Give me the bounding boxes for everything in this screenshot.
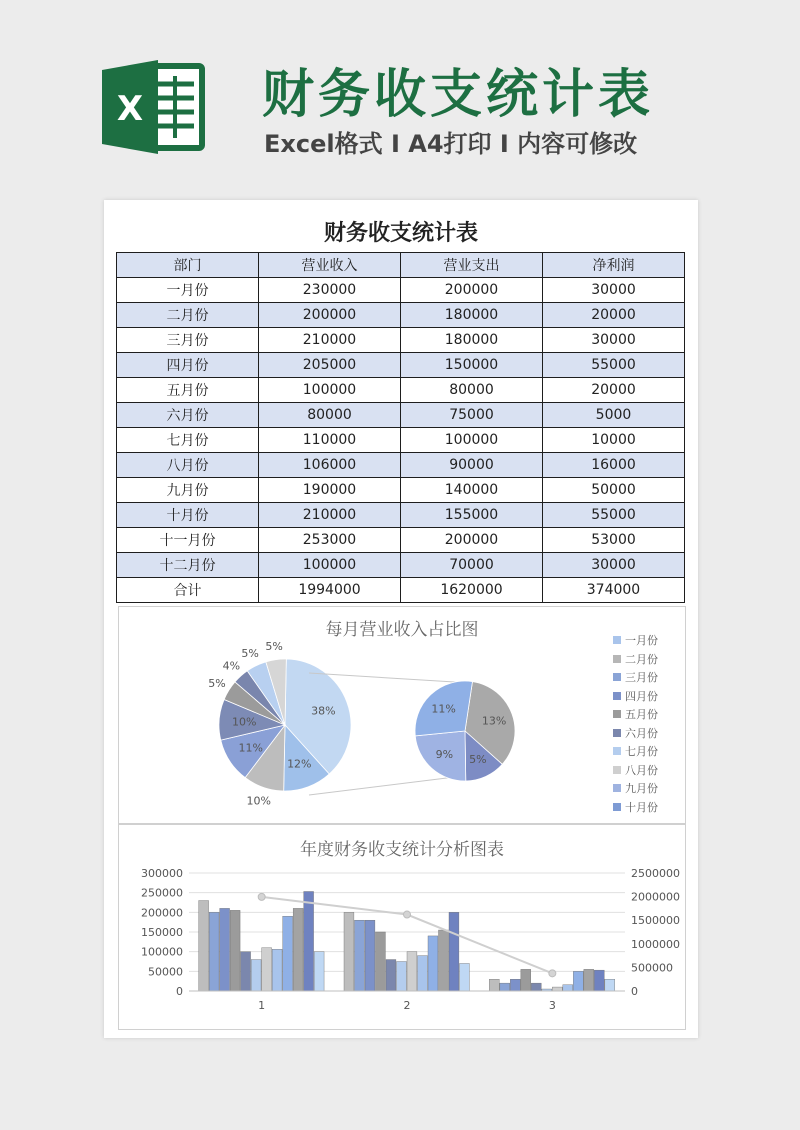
table-cell[interactable]: 一月份	[117, 278, 259, 303]
page-header	[0, 0, 800, 190]
table-cell[interactable]: 20000	[543, 303, 685, 328]
bar[interactable]	[531, 983, 541, 991]
table-cell[interactable]: 30000	[543, 278, 685, 303]
legend-item[interactable]	[613, 742, 658, 761]
legend-label: 六月份	[625, 726, 658, 740]
table-cell[interactable]: 150000	[401, 353, 543, 378]
table-row	[117, 578, 685, 603]
table-row	[117, 378, 685, 403]
table-cell[interactable]: 十月份	[117, 503, 259, 528]
spreadsheet-sheet	[104, 200, 698, 1038]
excel-icon	[100, 58, 210, 156]
legend-swatch	[613, 673, 621, 681]
legend-item[interactable]	[613, 705, 658, 724]
pie-slice-label: 11%	[238, 741, 263, 755]
table-cell[interactable]: 九月份	[117, 478, 259, 503]
secondary-pie-label: 5%	[469, 753, 487, 767]
pie-chart-canvas	[119, 607, 599, 821]
bar[interactable]	[573, 971, 583, 991]
table-row	[117, 453, 685, 478]
bar[interactable]	[220, 908, 230, 991]
table-cell[interactable]: 1994000	[259, 578, 401, 603]
x-tick-label: 2	[403, 999, 411, 1012]
bar[interactable]	[293, 908, 303, 991]
table-row	[117, 328, 685, 353]
bar[interactable]	[563, 985, 573, 991]
bar[interactable]	[521, 969, 531, 991]
table-cell[interactable]: 七月份	[117, 428, 259, 453]
y-tick-label: 300000	[141, 867, 183, 880]
legend-swatch	[613, 655, 621, 663]
x-tick-label: 3	[548, 999, 556, 1012]
bar[interactable]	[262, 948, 272, 991]
table-cell[interactable]: 110000	[259, 428, 401, 453]
pie-slice-label: 5%	[241, 647, 259, 661]
pie-slice-label: 12%	[287, 757, 312, 771]
y2-tick-label: 0	[631, 985, 638, 998]
legend-label: 一月份	[625, 634, 658, 648]
bar[interactable]	[365, 920, 375, 991]
table-cell[interactable]: 155000	[401, 503, 543, 528]
bar[interactable]	[489, 979, 499, 991]
table-row	[117, 503, 685, 528]
y-tick-label: 50000	[148, 965, 183, 979]
table-cell[interactable]: 二月份	[117, 303, 259, 328]
bar[interactable]	[355, 920, 365, 991]
pie-slice-label: 10%	[231, 715, 257, 729]
table-cell[interactable]: 190000	[259, 478, 401, 503]
table-cell[interactable]: 106000	[259, 453, 401, 478]
legend-item[interactable]	[613, 761, 658, 780]
revenue-pie-chart	[118, 606, 686, 824]
bar[interactable]	[272, 949, 282, 991]
bar[interactable]	[594, 970, 604, 991]
bar[interactable]	[418, 956, 428, 991]
finance-table	[116, 252, 685, 603]
table-cell[interactable]: 100000	[259, 553, 401, 578]
bar[interactable]	[386, 960, 396, 991]
table-cell[interactable]: 50000	[543, 478, 685, 503]
bar[interactable]	[510, 979, 520, 991]
table-cell[interactable]: 100000	[401, 428, 543, 453]
table-cell[interactable]: 90000	[401, 453, 543, 478]
legend-label: 八月份	[625, 763, 658, 777]
y-tick-label: 150000	[141, 926, 183, 939]
pie-slice-label: 4%	[222, 659, 241, 673]
secondary-pie-label: 11%	[431, 702, 456, 716]
legend-item[interactable]	[613, 779, 658, 798]
legend-label: 四月份	[625, 689, 658, 703]
bar[interactable]	[304, 891, 314, 991]
table-cell[interactable]: 5000	[543, 403, 685, 428]
y-tick-label: 200000	[141, 906, 183, 920]
table-cell[interactable]: 五月份	[117, 378, 259, 403]
logo-letter: X	[116, 89, 144, 129]
y2-tick-label: 1000000	[631, 937, 680, 951]
table-cell[interactable]: 十二月份	[117, 553, 259, 578]
legend-item[interactable]	[613, 650, 658, 669]
bar-chart-title: 年度财务收支统计分析图表	[300, 840, 504, 860]
legend-label: 十月份	[625, 800, 658, 814]
legend-item[interactable]	[613, 687, 658, 706]
table-cell[interactable]: 75000	[401, 403, 543, 428]
bar[interactable]	[344, 912, 354, 991]
bar[interactable]	[439, 930, 449, 991]
secondary-pie-label: 9%	[435, 748, 454, 762]
bar[interactable]	[407, 952, 417, 991]
table-row	[117, 278, 685, 303]
y-tick-label: 250000	[141, 886, 183, 900]
table-cell[interactable]: 180000	[401, 328, 543, 353]
column-header[interactable]: 营业收入	[259, 253, 401, 278]
legend-swatch	[613, 692, 621, 700]
table-cell[interactable]: 55000	[543, 503, 685, 528]
line-point[interactable]	[258, 893, 265, 900]
legend-label: 九月份	[625, 782, 658, 796]
table-row	[117, 528, 685, 553]
table-cell[interactable]: 六月份	[117, 403, 259, 428]
table-cell[interactable]: 80000	[259, 403, 401, 428]
table-cell[interactable]: 180000	[401, 303, 543, 328]
table-cell[interactable]: 八月份	[117, 453, 259, 478]
table-cell[interactable]: 四月份	[117, 353, 259, 378]
bar[interactable]	[584, 969, 594, 991]
legend-item[interactable]	[613, 668, 658, 687]
bar[interactable]	[428, 936, 438, 991]
table-cell[interactable]: 三月份	[117, 328, 259, 353]
table-header-row	[117, 253, 685, 278]
y2-tick-label: 1500000	[631, 914, 680, 928]
legend-label: 五月份	[625, 708, 658, 722]
bar[interactable]	[251, 960, 261, 991]
table-cell[interactable]: 100000	[259, 378, 401, 403]
legend-swatch	[613, 766, 621, 774]
table-cell[interactable]: 十一月份	[117, 528, 259, 553]
bar[interactable]	[209, 912, 219, 991]
legend-swatch	[613, 784, 621, 792]
table-cell[interactable]: 1620000	[401, 578, 543, 603]
table-cell[interactable]: 10000	[543, 428, 685, 453]
x-tick-label: 1	[258, 999, 266, 1012]
legend-swatch	[613, 747, 621, 755]
bar[interactable]	[314, 952, 324, 991]
legend-item[interactable]	[613, 798, 658, 817]
table-row	[117, 553, 685, 578]
y-tick-label: 100000	[141, 945, 183, 959]
table-cell[interactable]: 20000	[543, 378, 685, 403]
pie-slice-label: 5%	[208, 676, 226, 690]
legend-item[interactable]	[613, 631, 658, 650]
page-title: 财务收支统计表	[262, 65, 655, 125]
bar[interactable]	[376, 932, 386, 991]
pie-slice-label: 5%	[265, 639, 283, 653]
table-cell[interactable]: 53000	[543, 528, 685, 553]
y2-tick-label: 500000	[631, 961, 673, 975]
table-cell[interactable]: 200000	[401, 528, 543, 553]
table-cell[interactable]: 30000	[543, 553, 685, 578]
bar[interactable]	[460, 963, 470, 991]
page-subtitle: Excel格式 I A4打印 I 内容可修改	[264, 130, 638, 158]
bar[interactable]	[552, 987, 562, 991]
table-cell[interactable]: 70000	[401, 553, 543, 578]
bar[interactable]	[449, 912, 459, 991]
sheet-title: 财务收支统计表	[323, 221, 478, 246]
y-tick-label: 0	[176, 985, 183, 998]
table-cell[interactable]: 55000	[543, 353, 685, 378]
secondary-pie-label: 13%	[481, 714, 507, 728]
y2-tick-label: 2500000	[631, 867, 680, 880]
legend-swatch	[613, 636, 621, 644]
legend-label: 三月份	[625, 671, 658, 685]
bar[interactable]	[230, 910, 240, 991]
legend-swatch	[613, 729, 621, 737]
pie-chart-title: 每月营业收入占比图	[325, 620, 479, 640]
column-header[interactable]: 营业支出	[401, 253, 543, 278]
table-cell[interactable]: 374000	[543, 578, 685, 603]
table-cell[interactable]: 30000	[543, 328, 685, 353]
table-cell[interactable]: 210000	[259, 328, 401, 353]
bar[interactable]	[605, 979, 615, 991]
pie-slice-label: 10%	[246, 794, 271, 808]
table-cell[interactable]: 16000	[543, 453, 685, 478]
table-cell[interactable]: 210000	[259, 503, 401, 528]
table-row	[117, 353, 685, 378]
legend-swatch	[613, 803, 621, 811]
table-cell[interactable]: 合计	[117, 578, 259, 603]
line-point[interactable]	[404, 911, 411, 918]
bar-chart-canvas	[119, 825, 685, 1029]
legend-label: 二月份	[625, 652, 658, 666]
table-row	[117, 428, 685, 453]
table-cell[interactable]: 200000	[401, 278, 543, 303]
y2-tick-label: 2000000	[631, 890, 680, 904]
table-row	[117, 478, 685, 503]
legend-item[interactable]	[613, 724, 658, 743]
bar[interactable]	[500, 983, 510, 991]
bar[interactable]	[283, 916, 293, 991]
legend-swatch	[613, 710, 621, 718]
table-cell[interactable]: 80000	[401, 378, 543, 403]
pie-slice-label: 38%	[311, 704, 336, 718]
bar[interactable]	[241, 952, 251, 991]
table-cell[interactable]: 205000	[259, 353, 401, 378]
legend-label: 七月份	[625, 745, 658, 759]
pie-legend	[613, 631, 658, 816]
table-cell[interactable]: 230000	[259, 278, 401, 303]
column-header[interactable]: 净利润	[543, 253, 685, 278]
table-cell[interactable]: 253000	[259, 528, 401, 553]
annual-bar-chart	[118, 824, 686, 1030]
table-row	[117, 303, 685, 328]
bar[interactable]	[397, 962, 407, 992]
table-cell[interactable]: 200000	[259, 303, 401, 328]
column-header[interactable]: 部门	[117, 253, 259, 278]
line-point[interactable]	[549, 970, 556, 977]
table-cell[interactable]: 140000	[401, 478, 543, 503]
bar[interactable]	[199, 901, 209, 991]
table-row	[117, 403, 685, 428]
